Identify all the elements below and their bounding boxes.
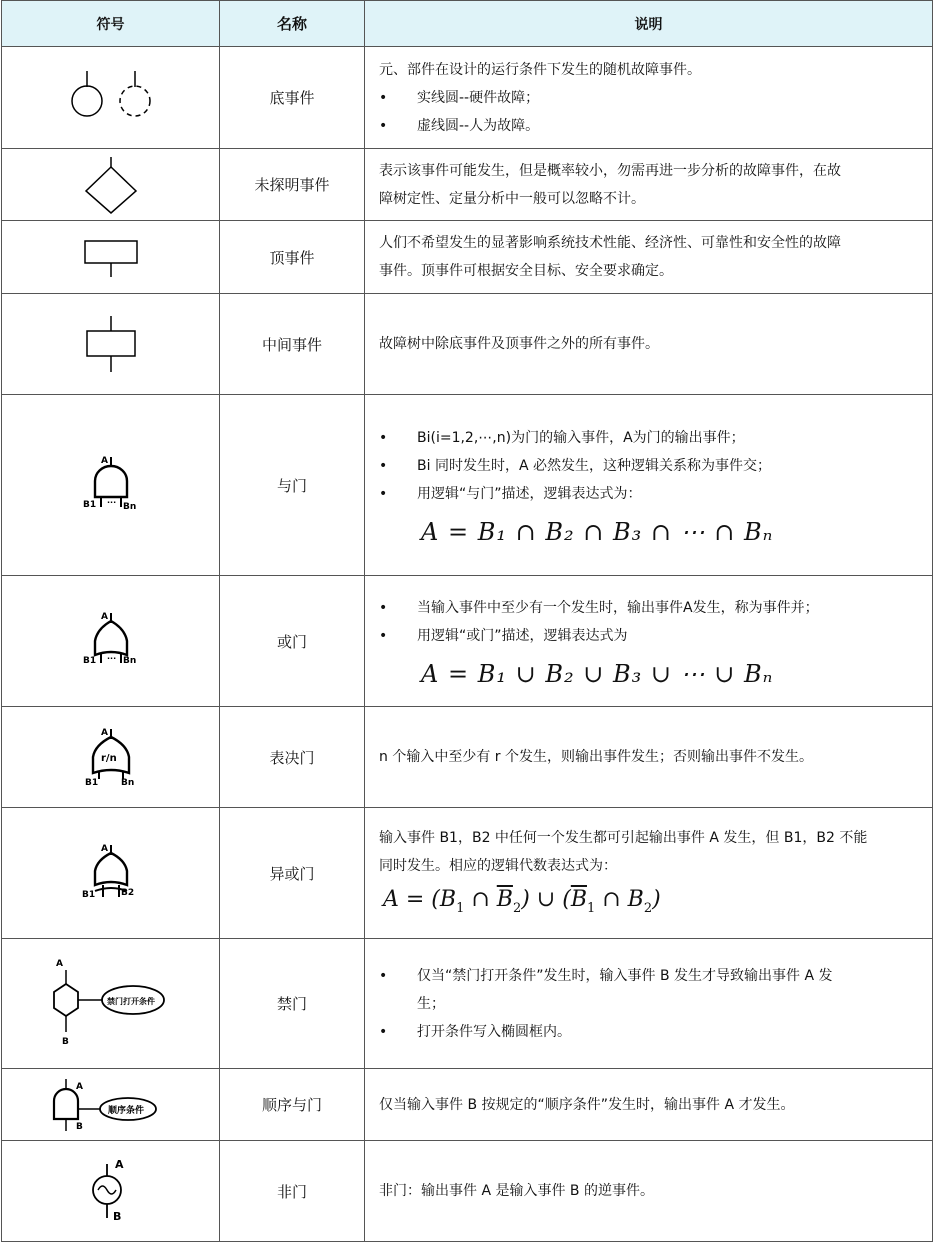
table-row <box>2 149 933 221</box>
symbol-description: 仅当输入事件 B 按规定的“顺序条件”发生时，输出事件 A 才发生。 <box>365 1069 933 1141</box>
symbol-description: 输入事件 B1，B2 中任何一个发生都可引起输出事件 A 发生，但 B1，B2 不能 同时发生。相应的逻辑代数表达式为： $A = (B_1$ ∩ $\overline{B}_2$) ∪ ($\overline{B}_1$ ∩ $B_2$) <box>365 808 933 939</box>
formula: $A = (B_1$ ∩ $\overline{B}_2$) ∪ ($\overline{B}_1$ ∩ $B_2$) <box>383 886 661 916</box>
symbol-name: 中间事件 <box>220 294 365 395</box>
header-name: 名称 <box>220 1 365 47</box>
symbol-description: • 当输入事件中至少有一个发生时，输出事件A发生，称为事件并； • 用逻辑“或门”描述，逻辑表达式为 A = B₁ ∪ B₂ ∪ B₃ ∪ ⋯ ∪ Bₙ <box>365 576 933 707</box>
symbol-description: • 仅当“禁门打开条件”发生时，输入事件 B 发生才导致输出事件 A 发 生； • 打开条件写入椭圆框内。 <box>365 939 933 1069</box>
symbol-description: 表示该事件可能发生，但是概率较小，勿需再进一步分析的故障事件，在故 障树定性、定量分析中一般可以忽略不计。 <box>365 149 933 221</box>
table-row <box>2 221 933 294</box>
symbol-label-bottom: B <box>75 1121 83 1132</box>
symbol-label-left: B1 <box>84 778 98 788</box>
table-row <box>2 808 933 939</box>
header-row <box>2 1 933 47</box>
symbol-description: 人们不希望发生的显著影响系统技术性能、经济性、可靠性和安全性的故障 事件。顶事件可根据安全目标、安全要求确定。 <box>365 221 933 294</box>
table-row <box>2 395 933 576</box>
symbol-condition-label: 禁门打开条件 <box>106 996 155 1006</box>
symbol-name: 顶事件 <box>220 221 365 294</box>
symbol-condition-label: 顺序条件 <box>107 1105 144 1116</box>
top-event-symbol <box>2 221 220 294</box>
symbol-label-top: A <box>55 958 63 969</box>
symbol-label-bottom: B <box>61 1036 69 1047</box>
xor-gate-symbol <box>2 808 220 939</box>
symbol-label-right: Bn <box>120 778 134 788</box>
voting-gate-symbol <box>2 707 220 808</box>
symbol-name: 未探明事件 <box>220 149 365 221</box>
symbol-description: • Bi(i=1,2,⋯,n)为门的输入事件，A为门的输出事件； • Bi 同时发生时，A 必然发生，这种逻辑关系称为事件交； • 用逻辑“与门”描述，逻辑表达式为： A = B₁ ∩ B₂ ∩ B₃ ∩ ⋯ ∩ Bₙ <box>365 395 933 576</box>
symbol-name: 异或门 <box>220 808 365 939</box>
symbol-name: 顺序与门 <box>220 1069 365 1141</box>
table-row <box>2 47 933 149</box>
formula: A = B₁ ∪ B₂ ∪ B₃ ∪ ⋯ ∪ Bₙ <box>421 660 774 688</box>
symbol-label-top: A <box>100 728 108 738</box>
symbol-label-left: B1 <box>82 656 96 666</box>
symbol-name: 表决门 <box>220 707 365 808</box>
intermediate-event-symbol <box>2 294 220 395</box>
svg-text:···: ··· <box>106 654 116 663</box>
table-row <box>2 294 933 395</box>
not-gate-symbol <box>2 1141 220 1242</box>
symbol-label-top: A <box>75 1081 83 1092</box>
symbol-label-right: Bn <box>122 656 136 666</box>
symbol-label-left: B1 <box>81 890 95 900</box>
formula: A = B₁ ∩ B₂ ∩ B₃ ∩ ⋯ ∩ Bₙ <box>421 518 774 546</box>
symbol-label-left: B1 <box>82 500 96 510</box>
or-gate-symbol <box>2 576 220 707</box>
svg-text:···: ··· <box>106 498 116 507</box>
symbol-label-bottom: B <box>112 1210 121 1223</box>
symbol-label-right: Bn <box>122 502 136 512</box>
symbol-label-top: A <box>100 612 108 622</box>
symbol-label-top: A <box>100 844 108 854</box>
symbol-name: 与门 <box>220 395 365 576</box>
symbol-label-right: B2 <box>120 888 134 898</box>
symbol-name: 底事件 <box>220 47 365 149</box>
priority-and-gate-symbol <box>2 1069 220 1141</box>
undeveloped-event-symbol <box>2 149 220 221</box>
symbol-description: 故障树中除底事件及顶事件之外的所有事件。 <box>365 294 933 395</box>
header-description: 说明 <box>365 1 933 47</box>
fault-tree-symbol-table <box>1 0 933 1242</box>
table-row <box>2 939 933 1069</box>
table-row <box>2 1069 933 1141</box>
and-gate-symbol <box>2 395 220 576</box>
symbol-label-mid: r/n <box>100 753 117 764</box>
header-symbol: 符号 <box>2 1 220 47</box>
table-row <box>2 576 933 707</box>
symbol-description: 元、部件在设计的运行条件下发生的随机故障事件。 • 实线圆--硬件故障； • 虚线圆--人为故障。 <box>365 47 933 149</box>
symbol-label-top: A <box>114 1158 124 1171</box>
symbol-description: 非门：输出事件 A 是输入事件 B 的逆事件。 <box>365 1141 933 1242</box>
symbol-name: 或门 <box>220 576 365 707</box>
table-row <box>2 707 933 808</box>
symbol-name: 非门 <box>220 1141 365 1242</box>
basic-event-symbol <box>2 47 220 149</box>
symbol-name: 禁门 <box>220 939 365 1069</box>
table-row <box>2 1141 933 1242</box>
inhibit-gate-symbol <box>2 939 220 1069</box>
symbol-description: n 个输入中至少有 r 个发生，则输出事件发生；否则输出事件不发生。 <box>365 707 933 808</box>
symbol-label-top: A <box>100 456 108 466</box>
